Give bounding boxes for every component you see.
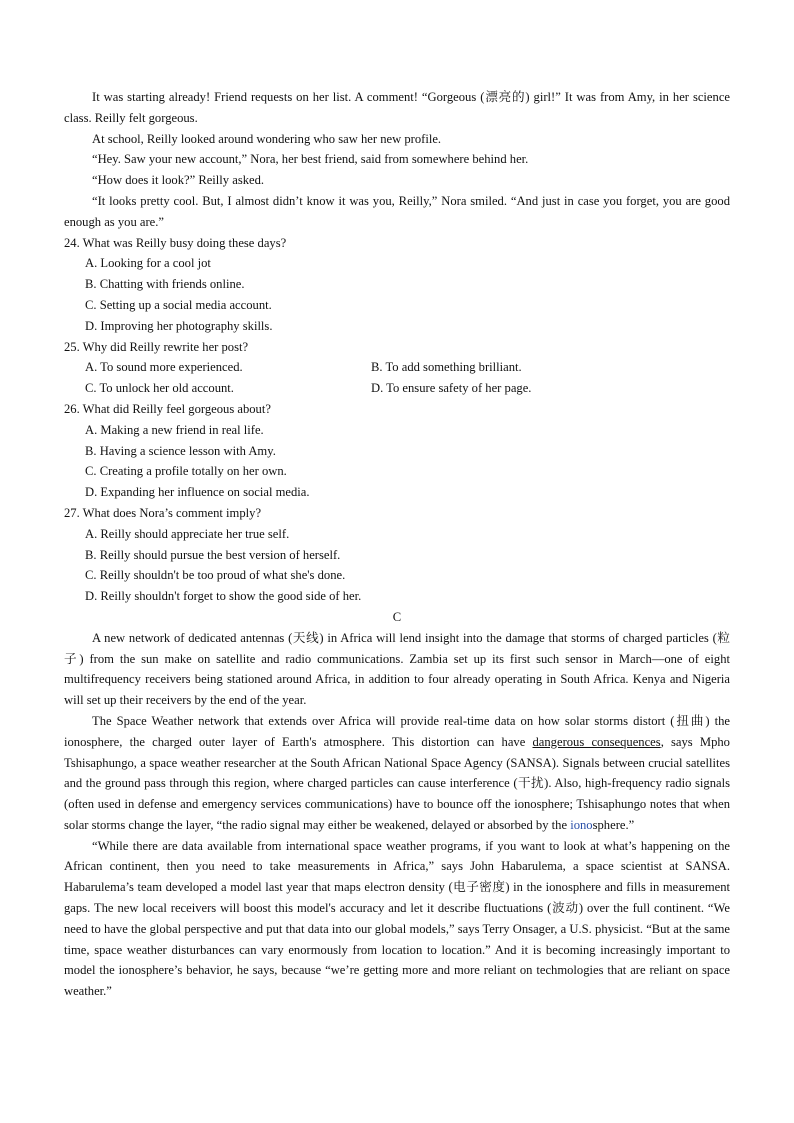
passage-c-paragraph-1: A new network of dedicated antennas (天线) in Africa will lend insight into the damage that storms of charged particles (粒子) from the sun make on satellite and radio communications. Zambia set up its first such sensor in March—one of eight multifrequency receivers being stationed around Africa, in addition to four already operating in South Africa. Kenya and Nigeria will set up their receivers by the end of the year.	[64, 630, 730, 708]
underlined-phrase: dangerous consequences	[532, 734, 661, 749]
passage-c-paragraph-2	[64, 711, 730, 836]
option-c: C. To unlock her old account.	[85, 381, 234, 396]
passage-c-paragraph-3: “While there are data available from international space weather programs, if you want to look at what’s happening on the African continent, then you need to take measurements in Africa,” says John Habarulema, a space scientist at SANSA. Habarulema’s team developed a model last year that maps electron density (电子密度) in the ionosphere and fills in measurement gaps. The new local receivers will boost this model's accuracy and let it describe fluctuations (波动) over the full continent. “We need to have the global perspective and put that data into our global models,” says Terry Onsager, a U.S. physicist. “But at the same time, space weather disturbances can vary enormously from location to location.” And it is becoming increasingly important to model the ionosphere’s behavior, he says, because “we’re getting more and more reliant on techmologies that are reliant on space weather.”	[64, 838, 730, 999]
question-stem: 24. What was Reilly busy doing these days?	[64, 235, 287, 250]
question-stem: 25. Why did Reilly rewrite her post?	[64, 339, 249, 354]
text-run: The Space Weather network that extends over Africa will provide real-time data on how solar storms distort (扭曲) the ionosphere, the charged outer layer of Earth's atmosphere. This distortion can have	[64, 713, 730, 749]
option-a: A. Reilly should appreciate her true self.	[85, 526, 290, 541]
option-a: A. To sound more experienced.	[85, 360, 243, 375]
options-row	[64, 378, 730, 399]
option-a: A. Making a new friend in real life.	[85, 422, 264, 437]
options-row	[64, 357, 730, 378]
option-b: B. Having a science lesson with Amy.	[85, 443, 276, 458]
option-c: C. Setting up a social media account.	[85, 297, 272, 312]
option-b: B. Chatting with friends online.	[85, 277, 245, 292]
option-d: D. Improving her photography skills.	[85, 318, 273, 333]
passage-b-paragraph: It was starting already! Friend requests on her list. A comment! “Gorgeous (漂亮的) girl!” It was from Amy, in her science class. Reilly felt gorgeous.	[64, 90, 730, 125]
question-24	[64, 233, 730, 337]
passage-b-paragraph: “Hey. Saw your new account,” Nora, her best friend, said from somewhere behind her.	[92, 152, 529, 167]
option-d: D. Expanding her influence on social media.	[85, 485, 310, 500]
option-c: C. Creating a profile totally on her own.	[85, 464, 287, 479]
question-stem: 27. What does Nora’s comment imply?	[64, 505, 262, 520]
option-a: A. Looking for a cool jot	[85, 256, 211, 271]
text-run: , says Mpho Tshisaphungo, a space weather researcher at the South African National Space Agency (SANSA). Signals between crucial satellites and the ground pass through this region, where charged particles can cause interference (干扰). Also, high-frequency radio signals (often used in defense and emergency services communications) have to bounce off the ionosphere; Tshisaphungo notes that when solar storms change the layer, “the radio signal may either be weakened, delayed or absorbed by the	[64, 734, 730, 832]
option-b: B. Reilly should pursue the best version of herself.	[85, 547, 341, 562]
question-27	[64, 503, 730, 607]
exam-page	[64, 87, 730, 1002]
passage-b-paragraph: “How does it look?” Reilly asked.	[92, 173, 265, 188]
option-c: C. Reilly shouldn't be too proud of what she's done.	[85, 568, 346, 583]
option-d: D. Reilly shouldn't forget to show the good side of her.	[85, 589, 362, 604]
passage-b-paragraph: At school, Reilly looked around wondering who saw her new profile.	[92, 131, 442, 146]
passage-b-paragraph: “It looks pretty cool. But, I almost didn’t know it was you, Reilly,” Nora smiled. “And just in case you forget, you are good enough as you are.”	[64, 193, 730, 229]
question-25	[64, 337, 730, 399]
section-c-heading: C	[392, 609, 402, 624]
option-b: B. To add something brilliant.	[371, 360, 522, 375]
question-26	[64, 399, 730, 503]
text-run: sphere.”	[592, 817, 635, 832]
question-stem: 26. What did Reilly feel gorgeous about?	[64, 401, 271, 416]
highlighted-text: iono	[570, 817, 593, 832]
option-d: D. To ensure safety of her page.	[371, 381, 532, 396]
